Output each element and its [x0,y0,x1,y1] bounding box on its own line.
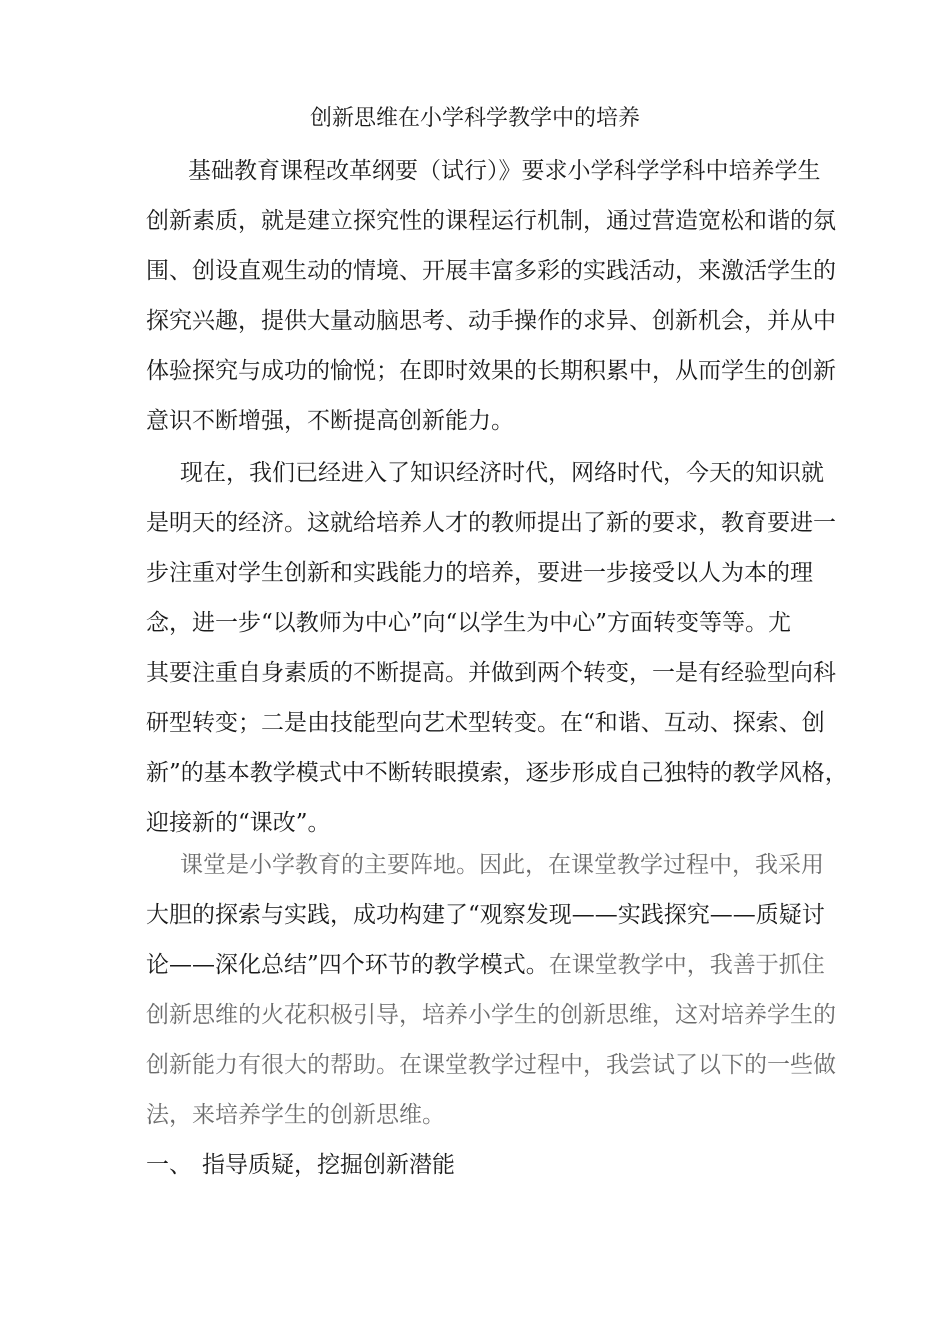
paragraph-3-line-5: 创新能力有很大的帮助。在课堂教学过程中，我尝试了以下的一些做 [146,1052,836,1078]
paragraph-3-line-3-grey: 在课堂教学中，我善于抓住 [548,952,825,978]
paragraph-2-line-4: 念，进一步“以教师为中心”向“以学生为中心”方面转变等等。尤 [146,610,792,636]
paragraph-1-line-5: 体验探究与成功的愉悦；在即时效果的长期积累中，从而学生的创新 [146,358,836,384]
paragraph-1-line-6: 意识不断增强，不断提高创新能力。 [146,408,514,434]
section-heading [146,1150,455,1180]
paragraph-1-line-4: 探究兴趣，提供大量动脑思考、动手操作的求异、创新机会，并从中 [146,308,836,334]
paragraph-1-line-3: 围、创设直观生动的情境、开展丰富多彩的实践活动，来激活学生的 [146,258,836,284]
paragraph-3-line-6: 法，来培养学生的创新思维。 [146,1102,445,1128]
paragraph-3-line-1: 课堂是小学教育的主要阵地。因此，在课堂教学过程中，我采用 [180,852,824,878]
paragraph-1-line-1: 基础教育课程改革纲要（试行）》要求小学科学学科中培养学生 [188,158,821,184]
paragraph-2-line-2: 是明天的经济。这就给培养人才的教师提出了新的要求，教育要进一 [146,510,836,536]
section-heading-number: 一、 [146,1152,192,1178]
paragraph-3-line-3-dark: 论——深化总结”四个环节的教学模式。 [146,952,549,978]
paragraph-2-line-8: 迎接新的“课改”。 [146,810,331,836]
paragraph-2-line-3: 步注重对学生创新和实践能力的培养，要进一步接受以人为本的理 [146,560,813,586]
paragraph-3-line-2: 大胆的探索与实践，成功构建了“观察发现——实践探究——质疑讨 [146,902,825,928]
paragraph-2-line-6: 研型转变；二是由技能型向艺术型转变。在“和谐、互动、探索、创 [146,710,825,736]
section-heading-text: 指导质疑，挖掘创新潜能 [202,1152,455,1178]
paragraph-2-line-5: 其要注重自身素质的不断提高。并做到两个转变，一是有经验型向科 [146,660,836,686]
paragraph-3-line-3 [146,950,825,980]
paragraph-3-line-4: 创新思维的火花积极引导，培养小学生的创新思维，这对培养学生的 [146,1002,836,1028]
paragraph-2-line-7: 新”的基本教学模式中不断转眼摸索，逐步形成自己独特的教学风格， [146,760,848,786]
document-title: 创新思维在小学科学教学中的培养 [309,106,640,131]
paragraph-1-line-2: 创新素质，就是建立探究性的课程运行机制，通过营造宽松和谐的氛 [146,208,836,234]
paragraph-2-line-1: 现在，我们已经进入了知识经济时代，网络时代，今天的知识就 [180,460,824,486]
